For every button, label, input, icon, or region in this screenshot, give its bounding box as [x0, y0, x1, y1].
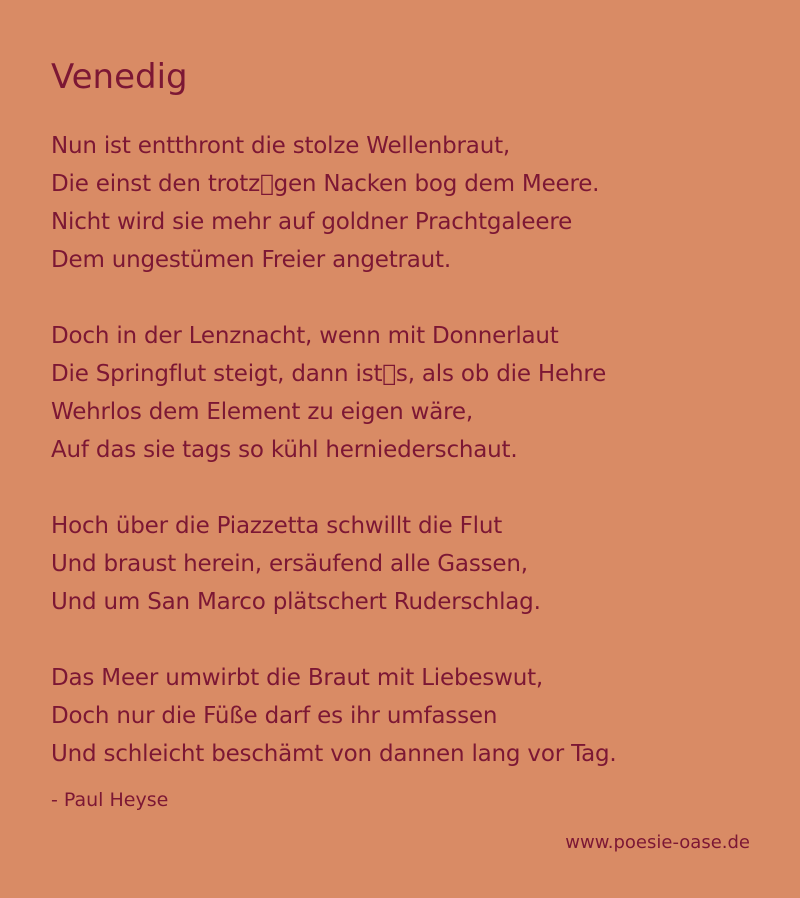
poem-line: Nun ist entthront die stolze Wellenbraut, [51, 133, 510, 159]
stanza-4 [51, 659, 760, 773]
website-url: www.poesie-oase.de [565, 832, 750, 853]
stanza-1 [51, 127, 760, 279]
poem-line: Hoch über die Piazzetta schwillt die Flut [51, 513, 503, 539]
poem-line: Nicht wird sie mehr auf goldner Prachtgaleere [51, 209, 573, 235]
poem-line: Und braust herein, ersäufend alle Gassen, [51, 551, 528, 577]
poem-line: Dem ungestümen Freier angetraut. [51, 247, 451, 273]
poem-line: Das Meer umwirbt die Braut mit Liebeswut, [51, 665, 543, 691]
poem-line: Auf das sie tags so kühl herniederschaut. [51, 437, 518, 463]
poem-line: Die Springflut steigt, dann ist s, als ob die Hehre [51, 361, 607, 387]
poem-line: Wehrlos dem Element zu eigen wäre, [51, 399, 473, 425]
poem-body [51, 127, 760, 773]
poem-page [51, 52, 760, 813]
poem-title: Venedig [51, 57, 188, 97]
poem-line: Die einst den trotz gen Nacken bog dem Meere. [51, 171, 600, 197]
poem-line: Doch in der Lenznacht, wenn mit Donnerlaut [51, 323, 559, 349]
poem-author: - Paul Heyse [51, 789, 169, 811]
stanza-3 [51, 507, 760, 621]
poem-line: Und schleicht beschämt von dannen lang vor Tag. [51, 741, 617, 767]
poem-line: Doch nur die Füße darf es ihr umfassen [51, 703, 498, 729]
poem-line: Und um San Marco plätschert Ruderschlag. [51, 589, 541, 615]
stanza-2 [51, 317, 760, 469]
